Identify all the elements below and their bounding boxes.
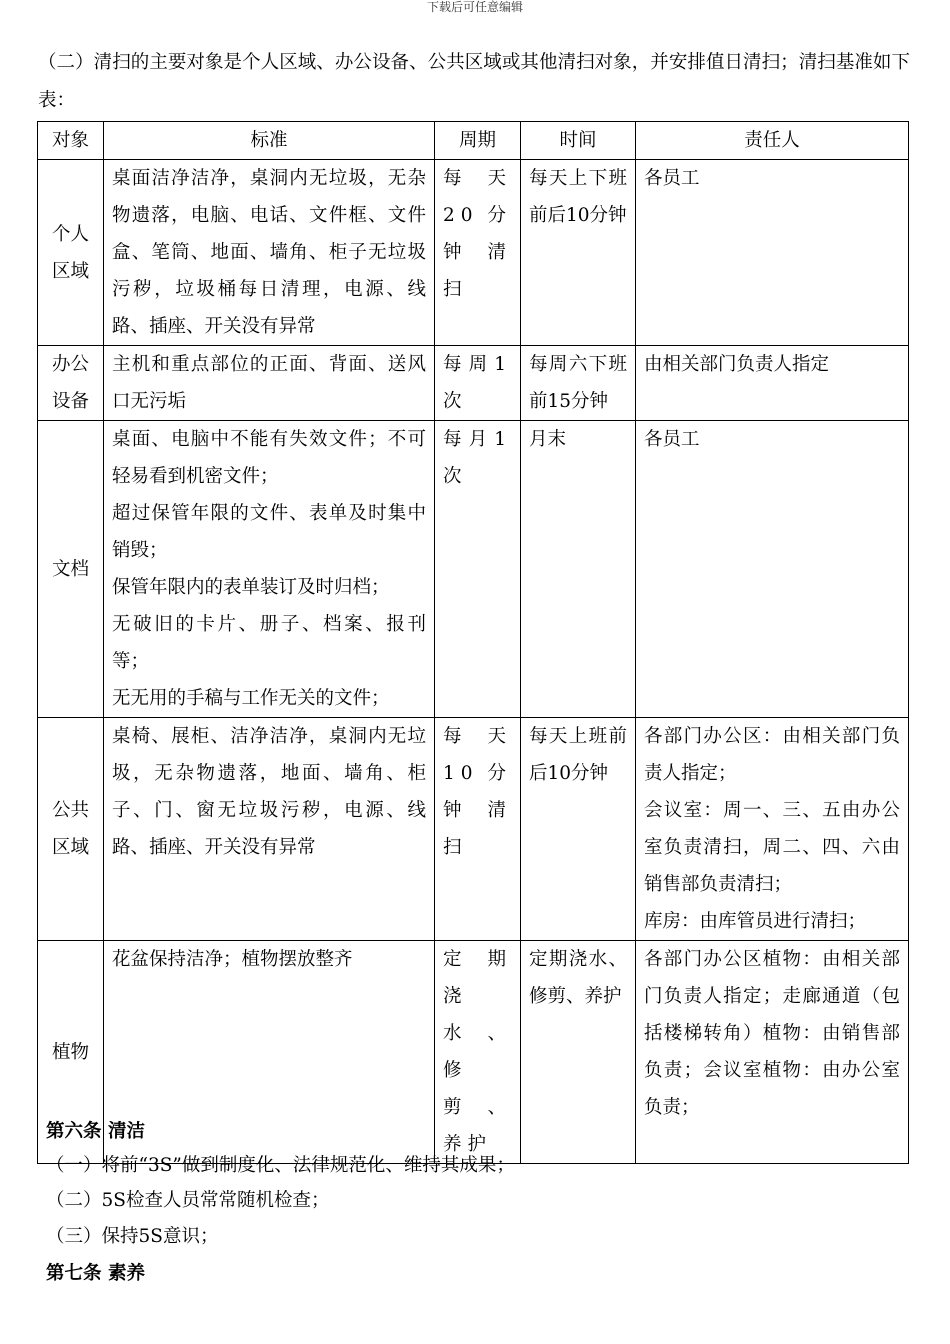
- table-header-row: [38, 122, 909, 160]
- owner-cell: 各员工: [636, 160, 909, 346]
- standard-cell: 桌面、电脑中不能有失效文件；不可轻易看到机密文件； 超过保管年限的文件、表单及时集中销毁； 保管年限内的表单装订及时归档； 无破旧的卡片、册子、档案、报刊等； 无无用的手稿与工作无关的文件；: [104, 421, 435, 718]
- object-cell: 公共 区域: [38, 718, 104, 941]
- object-cell: 个人 区域: [38, 160, 104, 346]
- cycle-cell: 定期浇水、修剪、养护: [435, 941, 521, 1164]
- header-owner: 责任人: [636, 122, 909, 160]
- owner-cell: 各部门办公区植物：由相关部门负责人指定；走廊通道（包括楼梯转角）植物：由销售部负责；会议室植物：由办公室负责；: [636, 941, 909, 1164]
- owner-cell: 由相关部门负责人指定: [636, 346, 909, 421]
- time-cell: 月末: [521, 421, 636, 718]
- time-cell: 每周六下班前15分钟: [521, 346, 636, 421]
- page-header: 下载后可任意编辑: [426, 0, 523, 14]
- header-object: 对象: [38, 122, 104, 160]
- cycle-cell: 每天10分钟清扫: [435, 718, 521, 941]
- article6-item-1: （一）将前“3S”做到制度化、法律规范化、维持其成果；: [46, 1155, 515, 1176]
- header-standard: 标准: [104, 122, 435, 160]
- cycle-cell: 每月1次: [435, 421, 521, 718]
- table-row: [38, 160, 909, 346]
- owner-cell: 各部门办公区：由相关部门负责人指定； 会议室：周一、三、五由办公室负责清扫，周二、四、六由销售部负责清扫； 库房：由库管员进行清扫；: [636, 718, 909, 941]
- standard-cell: 主机和重点部位的正面、背面、送风口无污垢: [104, 346, 435, 421]
- object-cell: 植物: [38, 941, 104, 1164]
- time-cell: 每天上班前后10分钟: [521, 718, 636, 941]
- table-row: [38, 941, 909, 1164]
- cleaning-standard-table: [37, 121, 909, 1164]
- header-cycle: 周期: [435, 122, 521, 160]
- article7-title: 第七条 素养: [46, 1263, 145, 1284]
- intro-paragraph: （二）清扫的主要对象是个人区域、办公设备、公共区域或其他清扫对象，并安排值日清扫；清扫基准如下表：: [38, 52, 910, 111]
- cycle-cell: 每天20分钟清扫: [435, 160, 521, 346]
- article6-item-3: （三）保持5S意识；: [46, 1226, 219, 1247]
- article6-item-2: （二）5S检查人员常常随机检查；: [46, 1190, 330, 1211]
- header-time: 时间: [521, 122, 636, 160]
- article6-title: 第六条 清洁: [46, 1121, 145, 1142]
- table-row: [38, 346, 909, 421]
- standard-cell: 花盆保持洁净；植物摆放整齐: [104, 941, 435, 1164]
- object-cell: 办公 设备: [38, 346, 104, 421]
- cycle-cell: 每周1次: [435, 346, 521, 421]
- object-cell: 文档: [38, 421, 104, 718]
- owner-cell: 各员工: [636, 421, 909, 718]
- standard-cell: 桌椅、展柜、洁净洁净，桌洞内无垃圾，无杂物遗落，地面、墙角、柜子、门、窗无垃圾污秽，电源、线路、插座、开关没有异常: [104, 718, 435, 941]
- time-cell: 每天上下班前后10分钟: [521, 160, 636, 346]
- standard-cell: 桌面洁净洁净，桌洞内无垃圾，无杂物遗落，电脑、电话、文件框、文件盒、笔筒、地面、墙角、柜子无垃圾污秽，垃圾桶每日清理，电源、线路、插座、开关没有异常: [104, 160, 435, 346]
- table-row: [38, 718, 909, 941]
- table-row: [38, 421, 909, 718]
- time-cell: 定期浇水、修剪、养护: [521, 941, 636, 1164]
